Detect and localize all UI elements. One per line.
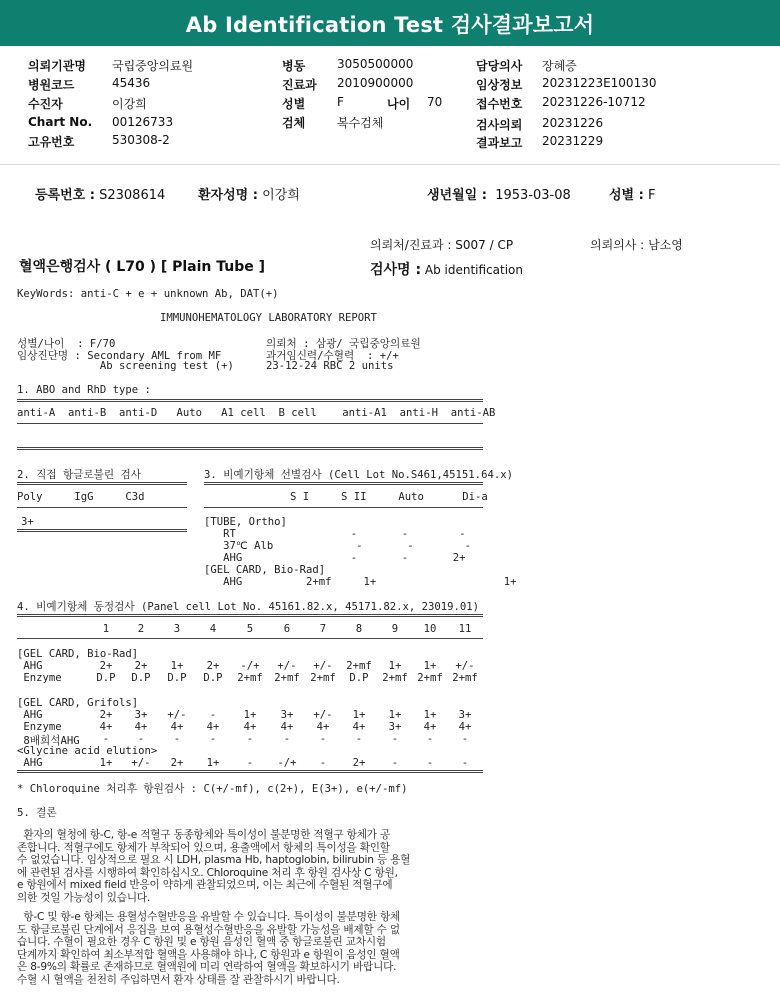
panel-reaction-cell: 2+mf	[382, 672, 408, 684]
conclusion-line: 존합니다. 적혈구에도 항체가 부착되어 있으며, 용출액에서 항체의 특이성을 확인할	[17, 841, 390, 854]
panel-reaction-cell: 4+	[134, 721, 148, 733]
requesting-dept-value: S007 / CP	[455, 238, 514, 252]
receipt-no-value: 20231226-10712	[542, 95, 646, 109]
keywords: KeyWords: anti-C + e + unknown Ab, DAT(+)	[17, 288, 279, 300]
chloroquine-note: * Chloroquine 처리후 항원검사 : C(+/-mf), c(2+), E(3+), e(+/-mf)	[17, 783, 408, 795]
panel-reaction-cell: +/-	[131, 757, 151, 769]
section3-row: [GEL CARD, Bio-Rad]	[204, 564, 326, 576]
conclusion-line: 은 8-9%의 확률로 존재하므로 혈액원에 미리 연락하여 혈액을 확보하시기 바랍니다.	[17, 961, 397, 974]
panel-reaction-cell: 4+	[206, 721, 220, 733]
institution-value: 국립중앙의료원	[112, 59, 194, 73]
requesting-dept-label: 의뢰처/진료과 :	[370, 238, 452, 252]
requesting-doctor-value: 남소영	[648, 238, 683, 252]
section4-title: 4. 비예기항체 동정검사 (Panel cell Lot No. 45161.82.x, 45171.82.x, 23019.01)	[17, 601, 480, 613]
panel-reaction-cell: 2+	[134, 660, 148, 672]
panel-reaction-cell: D.P	[167, 672, 187, 684]
report-date-label: 결과보고	[476, 136, 523, 150]
patient-name	[198, 184, 300, 203]
panel-row-label: AHG	[17, 709, 43, 721]
panel-reaction-cell: 1+	[388, 660, 402, 672]
panel-cell-column-header: 8	[355, 623, 363, 635]
section4-rule-top	[17, 614, 483, 617]
report-date-value: 20231229	[542, 134, 604, 148]
panel-cell-column-header: 9	[391, 623, 399, 635]
panel-reaction-cell: +/-	[277, 660, 297, 672]
panel-reaction-cell: -	[319, 757, 327, 769]
panel-reaction-cell: D.P	[131, 672, 151, 684]
conclusion-line: 도 항글로불린 단계에서 응집을 보여 용혈성수혈반응을 유발할 가능성을 배제할 수 없	[17, 923, 400, 936]
section3-headers: S I S II Auto Di-a	[290, 491, 488, 503]
panel-reaction-cell: -	[246, 757, 254, 769]
section1-rule-top	[17, 399, 483, 402]
clinical-info-value: 20231223E100130	[542, 76, 657, 90]
panel-reaction-cell: 3+	[388, 721, 402, 733]
panel-row-label: [GEL CARD, Grifols]	[17, 697, 139, 709]
panel-reaction-cell: 2+mf	[346, 660, 372, 672]
requesting-doctor-label: 의뢰의사 :	[590, 238, 645, 252]
panel-reaction-cell: 2+	[170, 757, 184, 769]
panel-reaction-cell: 1+	[388, 709, 402, 721]
request-date-label: 검사의뢰	[476, 118, 523, 132]
ward-value: 3050500000	[337, 57, 414, 71]
section3-rule-top	[204, 482, 483, 485]
panel-row-label: 8배희석AHG	[17, 735, 80, 747]
unique-no-label: 고유번호	[28, 135, 75, 149]
section1-headers: anti-A anti-B anti-D Auto A1 cell B cell anti-A1 anti-H anti-AB	[17, 407, 496, 419]
clinical-info-label: 임상정보	[476, 78, 523, 92]
panel-reaction-cell: 2+mf	[452, 672, 478, 684]
department-label: 진료과	[282, 78, 317, 92]
section2-rule-mid	[17, 507, 187, 508]
panel-reaction-cell: 2+mf	[310, 672, 336, 684]
info-requester: 의뢰처 : 삼광/ 국립중앙의료원	[266, 338, 421, 350]
panel-cell-column-header: 10	[423, 623, 437, 635]
panel-reaction-cell: -	[173, 733, 181, 745]
patient-sex	[609, 184, 655, 203]
panel-row-label: Enzyme	[17, 721, 62, 733]
panel-reaction-cell: D.P	[349, 672, 369, 684]
panel-reaction-cell: -	[426, 757, 434, 769]
panel-reaction-cell: 4+	[458, 721, 472, 733]
specimen-label: 검체	[282, 116, 306, 130]
section3-row: [TUBE, Ortho]	[204, 516, 287, 528]
test-name-value: Ab identification	[424, 263, 523, 277]
hospital-code-label: 병원코드	[28, 78, 75, 92]
panel-reaction-cell: 2+mf	[274, 672, 300, 684]
panel-reaction-cell: 3+	[280, 709, 294, 721]
section2-result: 3+	[21, 516, 34, 528]
info-diagnosis: 임상진단명 : Secondary AML from MF	[17, 350, 222, 362]
section2-headers: Poly IgG C3d	[17, 491, 145, 503]
section4-rule-bottom	[17, 770, 483, 773]
date-of-birth	[427, 184, 571, 203]
conclusion-line: 수혈 시 혈액을 천천히 주입하면서 환자 상태를 잘 관찰하시기 바랍니다.	[17, 973, 340, 986]
conclusion-line: 환자의 혈청에 항-C, 항-e 적혈구 동종항체와 특이성이 불분명한 적혈구 항체가 공	[17, 829, 390, 841]
panel-reaction-cell: -/+	[240, 660, 260, 672]
panel-reaction-cell: 2+	[352, 757, 366, 769]
panel-reaction-cell: 4+	[99, 721, 113, 733]
panel-reaction-cell: D.P	[96, 672, 116, 684]
info-sex-age: 성별/나이 : F/70	[17, 338, 116, 350]
registration-no-label: 등록번호 :	[35, 188, 95, 203]
panel-row-label: <Glycine acid elution>	[17, 745, 158, 757]
section1-rule-mid	[17, 423, 483, 424]
panel-reaction-cell: -/+	[277, 757, 297, 769]
panel-reaction-cell: 4+	[352, 721, 366, 733]
panel-cell-column-header: 4	[209, 623, 217, 635]
examinee-label: 수진자	[28, 97, 63, 111]
report-title-banner: Ab Identification Test 검사결과보고서	[0, 0, 780, 46]
panel-cell-column-header: 3	[173, 623, 181, 635]
panel-reaction-cell: 2+	[99, 709, 113, 721]
conclusion-line: 습니다. 수혈이 필요한 경우 C 항원 및 e 항원 음성인 혈액 중 항글로불린 교차시험	[17, 936, 386, 949]
info-transfusion: 23-12-24 RBC 2 units	[266, 360, 394, 372]
test-name-label: 검사명 :	[370, 262, 422, 278]
panel-reaction-cell: -	[283, 733, 291, 745]
requesting-dept	[370, 236, 513, 253]
chart-no-value: 00126733	[112, 115, 174, 129]
panel-reaction-cell: -	[461, 733, 469, 745]
age-label: 나이	[387, 97, 411, 111]
panel-reaction-cell: +/-	[313, 709, 333, 721]
panel-reaction-cell: -	[391, 733, 399, 745]
patient-sex-label: 성별 :	[609, 188, 644, 203]
header-divider	[0, 164, 780, 165]
section2-title: 2. 직접 항글로불린 검사	[17, 469, 141, 481]
department-value: 2010900000	[337, 76, 414, 90]
panel-reaction-cell: 1+	[170, 660, 184, 672]
panel-reaction-cell: +/-	[455, 660, 475, 672]
panel-reaction-cell: -	[391, 757, 399, 769]
conclusion-paragraph-2	[17, 911, 400, 987]
section-title: 혈액은행검사 ( L70 ) [ Plain Tube ]	[19, 259, 266, 275]
panel-reaction-cell: 3+	[458, 709, 472, 721]
section2-rule-top	[17, 482, 187, 485]
panel-row-label: [GEL CARD, Bio-Rad]	[17, 648, 139, 660]
requesting-doctor	[590, 236, 683, 253]
section3-row: RT - - -	[204, 528, 466, 540]
panel-reaction-cell: -	[209, 733, 217, 745]
section1-rule-bottom	[17, 447, 483, 450]
sex-value: F	[337, 95, 344, 109]
conclusion-line: 단계까지 확인하여 최소부적합 혈액을 사용해야 하나, C 항원과 e 항원이 음성인 혈액	[17, 948, 400, 961]
section3-row: 37℃ Alb - - -	[204, 540, 472, 552]
section3-row: AHG 2+mf 1+ 1+	[204, 576, 517, 588]
conclusion-line: 의한 것일 가능성이 있습니다.	[17, 891, 151, 904]
info-screening: Ab screening test (+)	[17, 360, 234, 372]
panel-reaction-cell: -	[461, 757, 469, 769]
chart-no-label: Chart No.	[28, 115, 93, 129]
section5-title: 5. 결론	[17, 807, 57, 819]
age-value: 70	[427, 95, 443, 109]
conclusion-paragraph-1	[17, 829, 410, 905]
panel-reaction-cell: 4+	[423, 721, 437, 733]
section3-row: AHG - - 2+	[204, 552, 466, 564]
hospital-code-value: 45436	[112, 76, 151, 90]
receipt-no-label: 접수번호	[476, 97, 523, 111]
panel-reaction-cell: 1+	[423, 709, 437, 721]
panel-reaction-cell: -	[426, 733, 434, 745]
panel-reaction-cell: -	[355, 733, 363, 745]
sex-label: 성별	[282, 97, 306, 111]
request-date-value: 20231226	[542, 116, 604, 130]
panel-reaction-cell: 2+	[206, 660, 220, 672]
section1-title: 1. ABO and RhD type :	[17, 384, 151, 396]
attending-doctor-value: 장혜증	[542, 59, 577, 73]
dob-value: 1953-03-08	[495, 188, 571, 203]
panel-reaction-cell: 1+	[352, 709, 366, 721]
panel-reaction-cell: 1+	[243, 709, 257, 721]
report-heading: IMMUNOHEMATOLOGY LABORATORY REPORT	[160, 312, 377, 324]
section3-title: 3. 비예기항체 선별검사 (Cell Lot No.S461,45151.64.x)	[204, 469, 513, 481]
panel-reaction-cell: 1+	[99, 757, 113, 769]
unique-no-value: 530308-2	[112, 133, 170, 147]
panel-cell-column-header: 2	[137, 623, 145, 635]
panel-reaction-cell: 4+	[280, 721, 294, 733]
panel-cell-column-header: 5	[246, 623, 254, 635]
panel-row-label: Enzyme	[17, 672, 62, 684]
panel-reaction-cell: -	[209, 709, 217, 721]
conclusion-line: e 항원에서 mixed field 반응이 약하게 관찰되었으며, 이는 최근에 수혈된 적혈구에	[17, 879, 393, 892]
panel-reaction-cell: 4+	[243, 721, 257, 733]
registration-no	[35, 184, 165, 203]
panel-reaction-cell: +/-	[313, 660, 333, 672]
examinee-value: 이강희	[112, 97, 147, 111]
panel-reaction-cell: -	[246, 733, 254, 745]
panel-reaction-cell: 2+	[99, 660, 113, 672]
institution-label: 의뢰기관명	[28, 59, 86, 73]
panel-reaction-cell: 2+mf	[237, 672, 263, 684]
panel-reaction-cell: -	[137, 733, 145, 745]
patient-name-value: 이강희	[262, 188, 300, 203]
ward-label: 병동	[282, 59, 306, 73]
panel-row-label: AHG	[17, 757, 43, 769]
section3-rule-mid	[204, 507, 483, 508]
panel-reaction-cell: 3+	[134, 709, 148, 721]
conclusion-line: 에 관련된 검사를 시행하여 확인하십시오. Chloroquine 처리 후 항원 검사상 C 항원,	[17, 866, 398, 879]
dob-label: 생년월일 :	[427, 188, 487, 203]
panel-reaction-cell: D.P	[203, 672, 223, 684]
panel-reaction-cell: 1+	[423, 660, 437, 672]
patient-sex-value: F	[647, 188, 656, 203]
panel-reaction-cell: -	[102, 733, 110, 745]
panel-cell-column-header: 6	[283, 623, 291, 635]
section4-rule-mid	[17, 638, 483, 639]
registration-no-value: S2308614	[99, 188, 166, 203]
conclusion-line: 항-C 및 항-e 항체는 용혈성수혈반응을 유발할 수 있습니다. 특이성이 불분명한 항체	[17, 911, 401, 923]
panel-reaction-cell: 1+	[206, 757, 220, 769]
panel-cell-column-header: 1	[102, 623, 110, 635]
panel-reaction-cell: -	[319, 733, 327, 745]
test-name	[370, 259, 523, 279]
panel-reaction-cell: +/-	[167, 709, 187, 721]
conclusion-line: 수 없었습니다. 임상적으로 필요 시 LDH, plasma Hb, haptoglobin, bilirubin 등 용혈	[17, 854, 411, 867]
panel-row-label: AHG	[17, 660, 43, 672]
panel-reaction-cell: 4+	[316, 721, 330, 733]
section2-rule-bottom	[17, 529, 187, 532]
attending-doctor-label: 담당의사	[476, 59, 523, 73]
panel-cell-column-header: 7	[319, 623, 327, 635]
info-history: 과거임신력/수혈력 : +/+	[266, 350, 399, 362]
specimen-value: 복수검체	[337, 116, 384, 130]
panel-cell-column-header: 11	[458, 623, 472, 635]
patient-name-label: 환자성명 :	[198, 188, 258, 203]
panel-reaction-cell: 4+	[170, 721, 184, 733]
panel-reaction-cell: 2+mf	[417, 672, 443, 684]
